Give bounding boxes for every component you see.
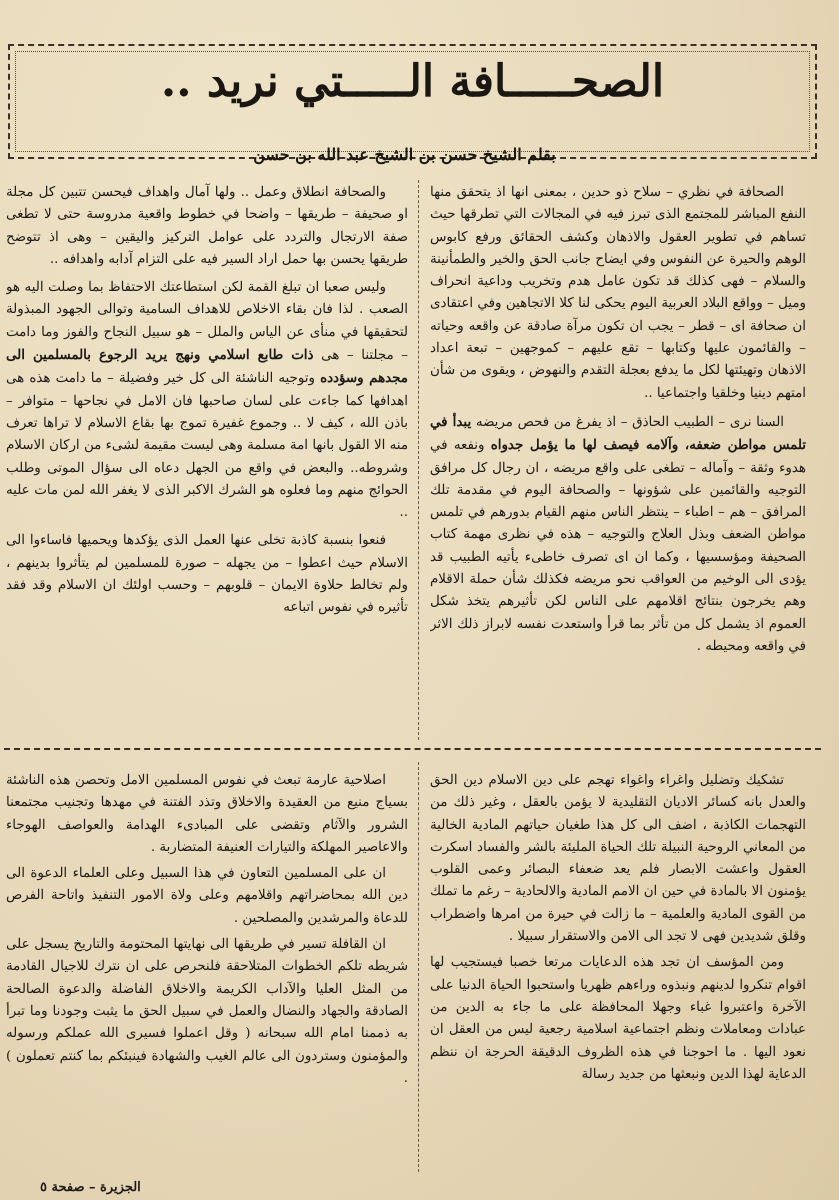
paragraph: ان القافلة تسير في طريقها الى نهايتها المحتومة والتاريخ يسجل على شريطه تلكم الخطوات المتلاحقة فلنحرص على ان نترك للاجيال القادمة من المثل العليا والآداب الكريمة والاخلاق الفاضلة والدعوة الصالحة الصادقة والجهاد والنضال والعمل في سبيل الحق ما يثبت وجودنا وما تبرأ به ذممنا امام الله سبحانه ( وقل اعملوا فسيرى الله عملكم ورسوله والمؤمنون وستردون الى عالم الغيب والشهادة فينبئكم بما كنتم تعملون ) . [6, 937, 408, 1086]
paragraph [6, 277, 408, 524]
paragraph-rest: ونفعه في هدوء وثقة – وآماله – تطغى على واقع مريضه ، ان رجال كل مرافق التوجيه والقائمين على شؤونها – والصحافة اليوم في مقدمة تلك المرافق – هم – اطباء – ينتظر الناس منهم القيام بدورهم في تلمس مواطن الضعف وبذل العلاج والتوجيه – هذه في نظرى مهمة كتاب الصحيفة ومؤسسيها ، وكما ان اى تصرف خاطىء يأتيه الطبيب قد يؤدى الى الوخيم من العواقب نحو مريضه فكذلك شأن حملة الاقلام وهم يخرجون بنتائج اقلامهم على الناس لكن تأثيرهم يتخذ شكل العموم اذ يشمل كل من تأثر بما قرأ واستعدت نفسه لابراز ذلك الاثر في واقعه ومحيطه . [430, 438, 806, 654]
paragraph [430, 411, 806, 658]
column-bottom-right [430, 770, 806, 1170]
paragraph: فنعوا بنسبة كاذبة تخلى عنها العمل الذى يؤكدها ويحميها فاساءوا الى الاسلام حيث اعطوا – من يجهله – صورة للمسلمين لم يتأثروا بدينهم ، ولم تخالط حلاوة الايمان – قلوبهم – وحسب اولئك ان الاسلام وقد فقد تأثيره في نفوس اتباعه [6, 533, 408, 616]
title-frame [8, 44, 817, 159]
paragraph: ومن المؤسف ان تجد هذه الدعايات مرتعا خصبا فيستجيب لها اقوام تنكروا لدينهم ونبذوه وراءهم ظهريا واستحبوا الحياة الدنيا على الآخرة واعتبروا غباء وجهلا المحافظة على ما جاء به الدين من عبادات ومعاملات ونظم اجتماعية اسلامية رجعية ليس من العقل ان نعود اليها . ما احوجنا في هذه الظروف الدقيقة الحرجة ان ننظم الدعاية لهذا الدين ونبعثها من جديد رسالة [430, 955, 806, 1082]
column-divider [418, 762, 419, 1172]
column-divider [418, 180, 419, 740]
column-top-right [430, 182, 806, 742]
author-byline: بقلم الشيخ حسن بن الشيخ عبد الله بن حسن [253, 145, 556, 164]
column-top-left [6, 182, 408, 727]
paragraph-rest: وتوجيه الناشئة الى كل خير وفضيلة – ما دامت هذه هى اهدافها كما جاءت على لسان صاحبها فان الامل في نجاحها – متوافر – باذن الله ، كيف لا .. وجموع غفيرة تموج بها بقاع الاسلام لا تراها تعرف منه الا القول بانها امة مسلمة وهى ليست مقيمة لشىء من اركان الاسلام وشروطه.. والبعض في واقع من الجهل دعاه الى سؤال الموتى وطلب الحوائج منهم وما فعلوه هو الشرك الاكبر الذى لا يغفر الله لمن مات عليه .. [6, 371, 408, 521]
paragraph-start: السنا نرى – الطبيب الحاذق – اذ يفرغ من فحص مريضه [475, 414, 784, 430]
paragraph-emphasis: يبدأ في تلمس مواطن ضعفه، وآلامه فيصف لها ما يؤمل جدواه [430, 413, 806, 454]
paragraph: تشكيك وتضليل واغراء واغواء تهجم على دين الاسلام دين الحق والعدل بانه كسائر الاديان التقليدية لا يؤمن بالعقل ، وغير ذلك من التهجمات الكاذبة ، اضف الى كل هذا طغيان حياتهم المادية الخالية من المعاني الروحية النبيلة تلك الحياة المليئة بالشر والفساد اسكرت العقول واعشت الابصار فلم يعد ضعفاء البصائر وعمى القلوب يؤمنون الا بالمادة في حين ان الامم المادية والالحادية – رغم ما تملك من القوى المادية والعلمية – ما زالت في حيرة من امرها واضطراب وقلق شديدين فهى لا تجد الى الامن والاستقرار سبيلا . [430, 773, 806, 945]
paragraph: والصحافة انطلاق وعمل .. ولها آمال واهداف فيحسن تتبين كل مجلة او صحيفة – طريقها – واضحا في خطوط واقعية مدروسة حتى لا تطغى صفة الارتجال والتردد على عوامل التركيز واليقين – وهى اذ تتوضح طريقها يحسن بها حمل اراد السير فيه على التزام آدابه واهدافه .. [6, 185, 408, 267]
paragraph: ان على المسلمين التعاون في هذا السبيل وعلى العلماء الدعوة الى دين الله بمحاضراتهم واقلامهم وعلى ولاة الامور التنفيذ واتاحة الفرص للدعاة والمرشدين والمصلحين . [6, 866, 408, 926]
page-footer: الجزيرة – صفحة ٥ [40, 1180, 141, 1195]
section-divider [4, 748, 821, 750]
column-bottom-left [6, 770, 408, 1170]
paragraph: اصلاحية عارمة تبعث في نفوس المسلمين الامل وتحصن هذه الناشئة بسياج منيع من العقيدة والاخلاق وتذد الفتنة في مهدها وتجنيب مجتمعنا الشرور والآثام وتقضى على المبادىء الهدامة والعواصف الهوجاء والاعاصير المهلكة والتيارات العنيفة المتضاربة . [6, 773, 408, 855]
article-title: الصحـــــافة الـــــتي نريد .. [160, 56, 665, 107]
paragraph-start: وليس صعبا ان تبلغ القمة لكن استطاعتك الاحتفاظ بما وصلت اليه هو الصعب . لذا فان بقاء الاخلاص للاهداف السامية وتوالى الجهود المبذولة لتحقيقها في منأى عن الياس والملل – هو سبيل النجاح والفوز وما دامت – مجلتنا – هى [6, 280, 408, 364]
paragraph-emphasis: ذات طابع اسلامي ونهج يريد الرجوع بالمسلمين الى مجدهم وسؤدده [6, 347, 408, 387]
paragraph: الصحافة في نظري – سلاح ذو حدين ، بمعنى انها اذ يتحقق منها النفع المباشر للمجتمع الذى تبرز فيه في المجالات التي تطرقها حيث تساهم في تطوير العقول والاذهان وكشف الحقائق ورفع كابوس الوهم والحيرة عن النفوس وفي ايضاح جانب الحق والخير والطمأنينة والسلام – فهى كذلك قد تكون عامل هدم وتخريب وداعية انحراف وميل – وواقع البلاد العربية اليوم يحكى لنا كلا الاتجاهين وفي اعتقادى ان صحافة اى – قطر – يجب ان تكون مرآة صادقة عن واقعه وحياته – والقائمون عليها وكتابها – تقع عليهم – كموجهين – تبعة اعداد الاذهان وتهيئتها لكل ما يدفع بعجلة التقدم والنهوض ، ويقوى من شأن امتهم دينيا وخلقيا واجتماعيا .. [430, 185, 806, 401]
